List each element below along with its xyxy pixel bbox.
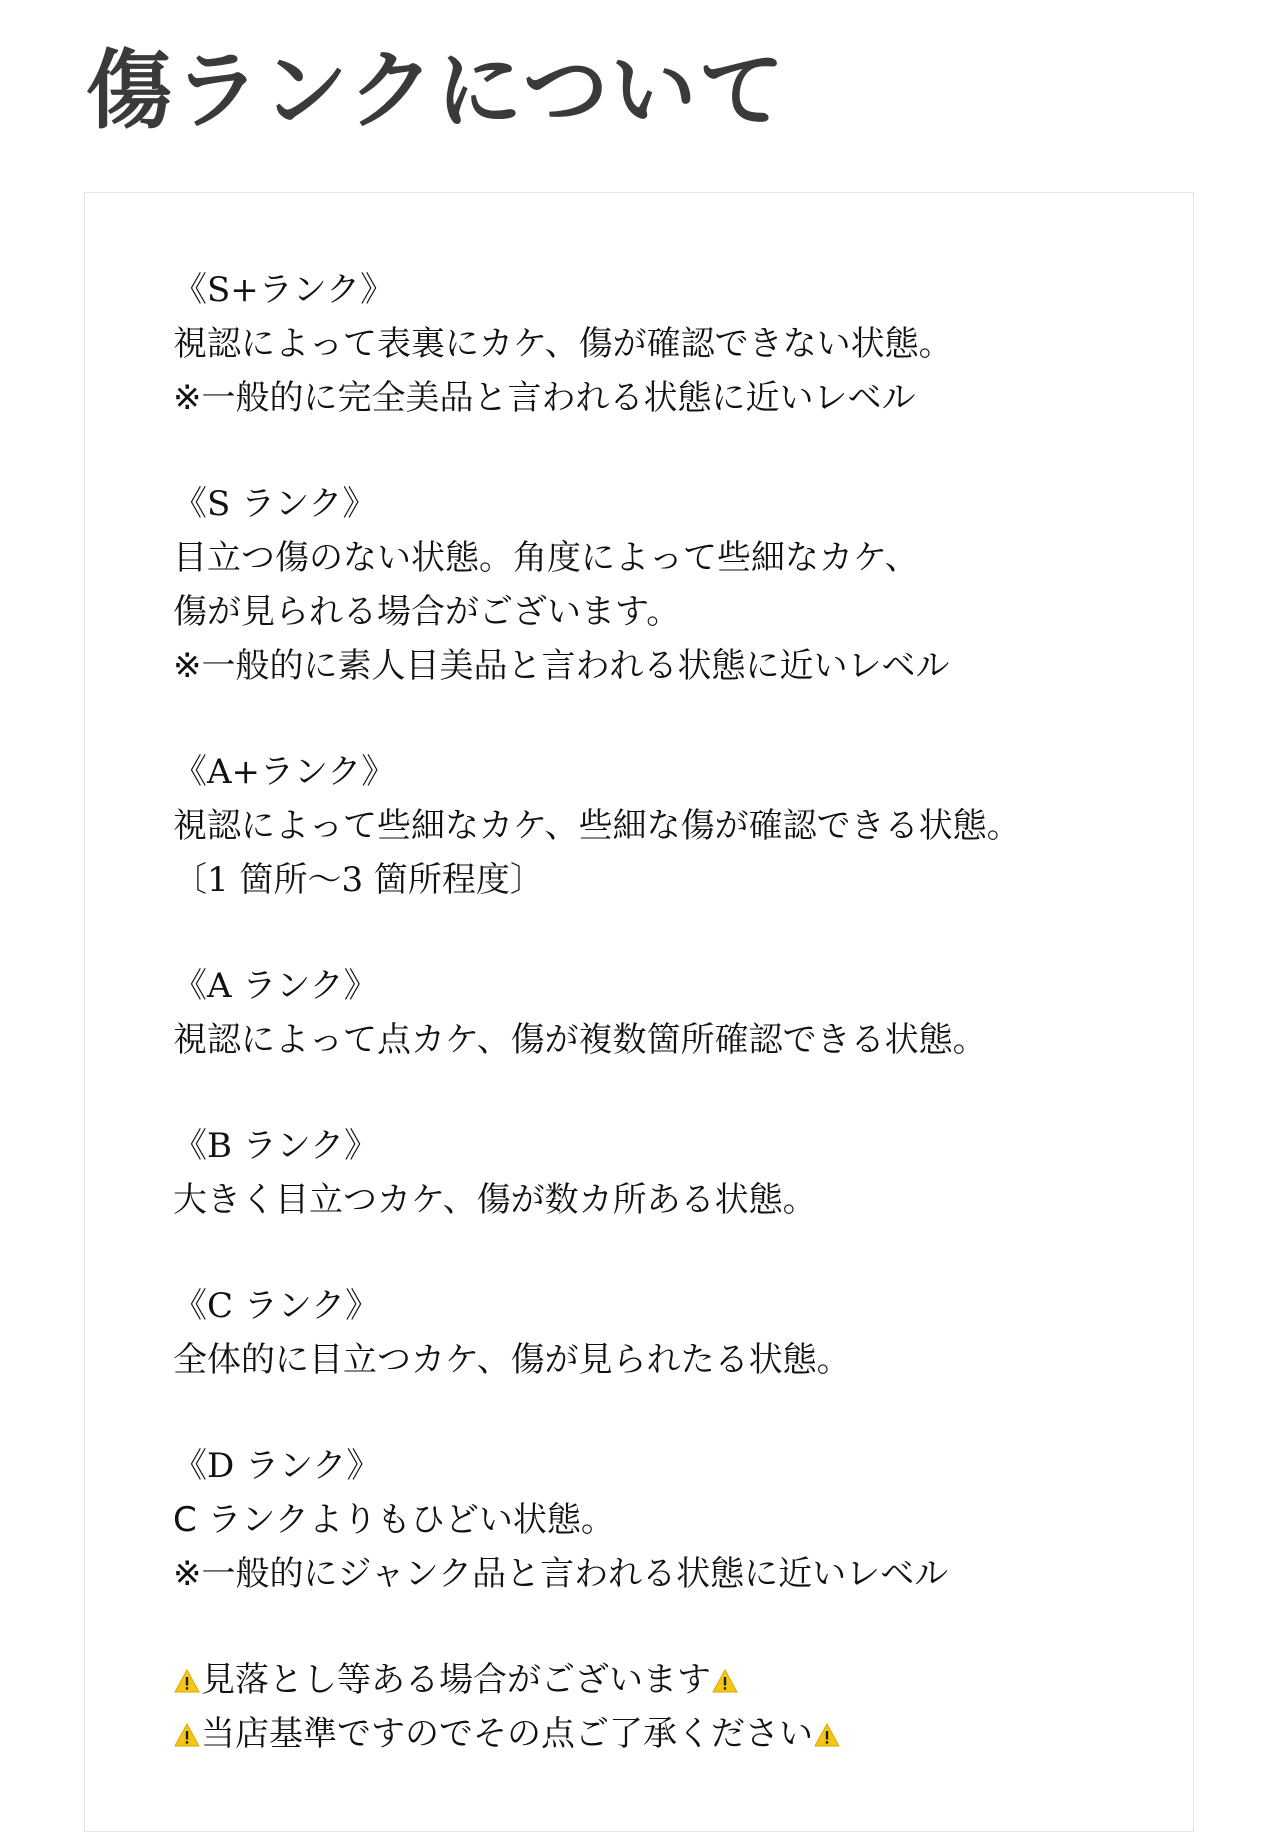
rank-section-b xyxy=(173,1119,1153,1227)
rank-section-a-plus xyxy=(173,745,1153,907)
notice-line xyxy=(173,1653,1153,1707)
notice-line xyxy=(173,1707,1153,1761)
rank-description-line: 目立つ傷のない状態。角度によって些細なカケ、 xyxy=(173,538,919,578)
rank-section-s-plus xyxy=(173,263,1153,425)
notice-section xyxy=(173,1653,1153,1761)
rank-heading: 《D ランク》 xyxy=(173,1446,381,1486)
rank-range-note: 〔1 箇所～3 箇所程度〕 xyxy=(173,860,544,900)
rank-description-line: ※一般的にジャンク品と言われる状態に近いレベル xyxy=(173,1554,949,1594)
rank-description-line: ※一般的に完全美品と言われる状態に近いレベル xyxy=(173,378,916,418)
rank-heading: 《A+ランク》 xyxy=(173,752,396,792)
rank-description-line: 大きく目立つカケ、傷が数カ所ある状態。 xyxy=(173,1180,817,1220)
notice-text: 見落とし等ある場合がございます xyxy=(201,1660,711,1700)
page-title: 傷ランクについて xyxy=(86,41,787,141)
rank-heading: 《S ランク》 xyxy=(173,484,377,524)
rank-description-card xyxy=(84,192,1194,1832)
rank-section-d xyxy=(173,1439,1153,1601)
warning-icon xyxy=(174,1669,200,1693)
rank-description-line: 視認によって点カケ、傷が複数箇所確認できる状態。 xyxy=(173,1020,987,1060)
rank-description-line: 全体的に目立つカケ、傷が見られたる状態。 xyxy=(173,1340,851,1380)
rank-description-line: C ランクよりもひどい状態。 xyxy=(173,1500,615,1540)
notice-text: 当店基準ですのでその点ご了承ください xyxy=(201,1714,813,1754)
warning-icon xyxy=(814,1723,840,1747)
rank-list xyxy=(173,263,1153,1813)
rank-heading: 《B ランク》 xyxy=(173,1126,379,1166)
rank-heading: 《S+ランク》 xyxy=(173,270,395,310)
rank-heading: 《C ランク》 xyxy=(173,1286,380,1326)
rank-section-c xyxy=(173,1279,1153,1387)
warning-icon xyxy=(712,1669,738,1693)
rank-section-s xyxy=(173,477,1153,693)
warning-icon xyxy=(174,1723,200,1747)
rank-description-line: 傷が見られる場合がございます。 xyxy=(173,592,681,632)
rank-description-line: ※一般的に素人目美品と言われる状態に近いレベル xyxy=(173,646,950,686)
rank-heading: 《A ランク》 xyxy=(173,966,378,1006)
rank-description-line: 視認によって些細なカケ、些細な傷が確認できる状態。 xyxy=(173,806,1021,846)
rank-description-line: 視認によって表裏にカケ、傷が確認できない状態。 xyxy=(173,324,953,364)
rank-section-a xyxy=(173,959,1153,1067)
